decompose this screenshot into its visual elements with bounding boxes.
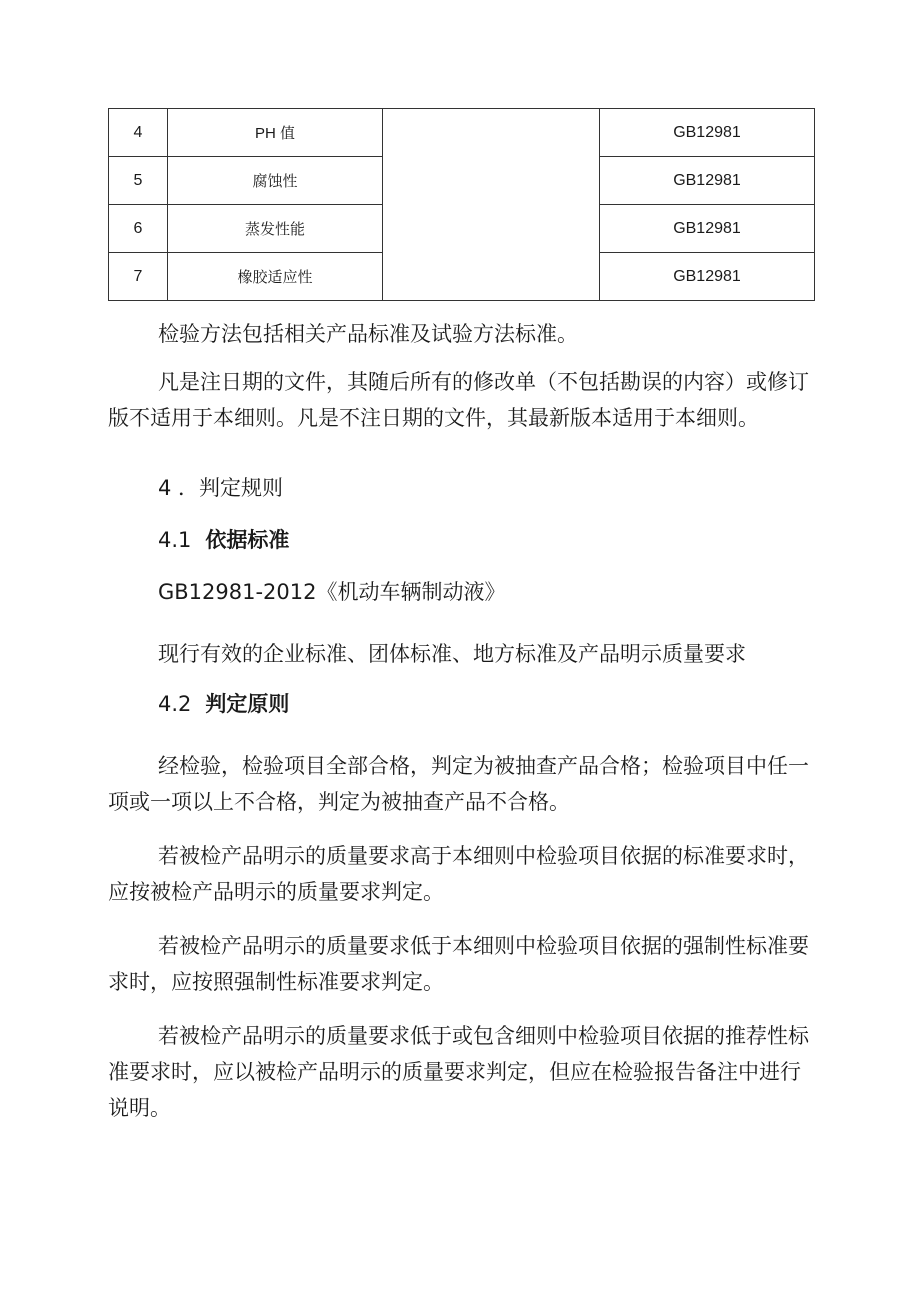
inspection-items-table — [108, 108, 815, 301]
rule-paragraph-2: 若被检产品明示的质量要求高于本细则中检验项目依据的标准要求时，应按被检产品明示的质量要求判定。 — [108, 844, 809, 904]
row-number: 5 — [109, 157, 168, 205]
standard-code: GB12981 — [600, 109, 815, 157]
merged-empty-cell — [383, 109, 600, 301]
item-name: 蒸发性能 — [168, 205, 383, 253]
row-number: 6 — [109, 205, 168, 253]
row-number: 7 — [109, 253, 168, 301]
section-title: 依据标准 — [205, 528, 290, 552]
standard-code: GB12981 — [600, 253, 815, 301]
rule-paragraph-1: 经检验，检验项目全部合格，判定为被抽查产品合格；检验项目中任一项或一项以上不合格，判定为被抽查产品不合格。 — [108, 754, 809, 814]
item-name: 腐蚀性 — [168, 157, 383, 205]
item-name: 橡胶适应性 — [168, 253, 383, 301]
standard-gb12981: GB12981-2012《机动车辆制动液》 — [158, 580, 506, 604]
section-title: 判定原则 — [205, 692, 290, 716]
item-name: PH 值 — [168, 109, 383, 157]
section-number: 4.1 — [158, 528, 192, 552]
table-row — [109, 109, 815, 157]
other-standards: 现行有效的企业标准、团体标准、地方标准及产品明示质量要求 — [158, 642, 746, 666]
row-number: 4 — [109, 109, 168, 157]
section-4-1-heading — [158, 522, 818, 558]
standard-code: GB12981 — [600, 157, 815, 205]
test-method-paragraph: 检验方法包括相关产品标准及试验方法标准。 — [158, 322, 578, 346]
rule-paragraph-4: 若被检产品明示的质量要求低于或包含细则中检验项目依据的推荐性标准要求时，应以被检产品明示的质量要求判定，但应在检验报告备注中进行说明。 — [108, 1024, 809, 1120]
standard-code: GB12981 — [600, 205, 815, 253]
section-number: 4.2 — [158, 692, 192, 716]
section-4-heading: 4 ．判定规则 — [158, 476, 284, 500]
rule-paragraph-3: 若被检产品明示的质量要求低于本细则中检验项目依据的强制性标准要求时，应按照强制性标准要求判定。 — [108, 934, 809, 994]
dated-documents-paragraph: 凡是注日期的文件，其随后所有的修改单（不包括勘误的内容）或修订版不适用于本细则。凡是不注日期的文件，其最新版本适用于本细则。 — [108, 370, 809, 430]
section-4-2-heading — [158, 686, 818, 722]
